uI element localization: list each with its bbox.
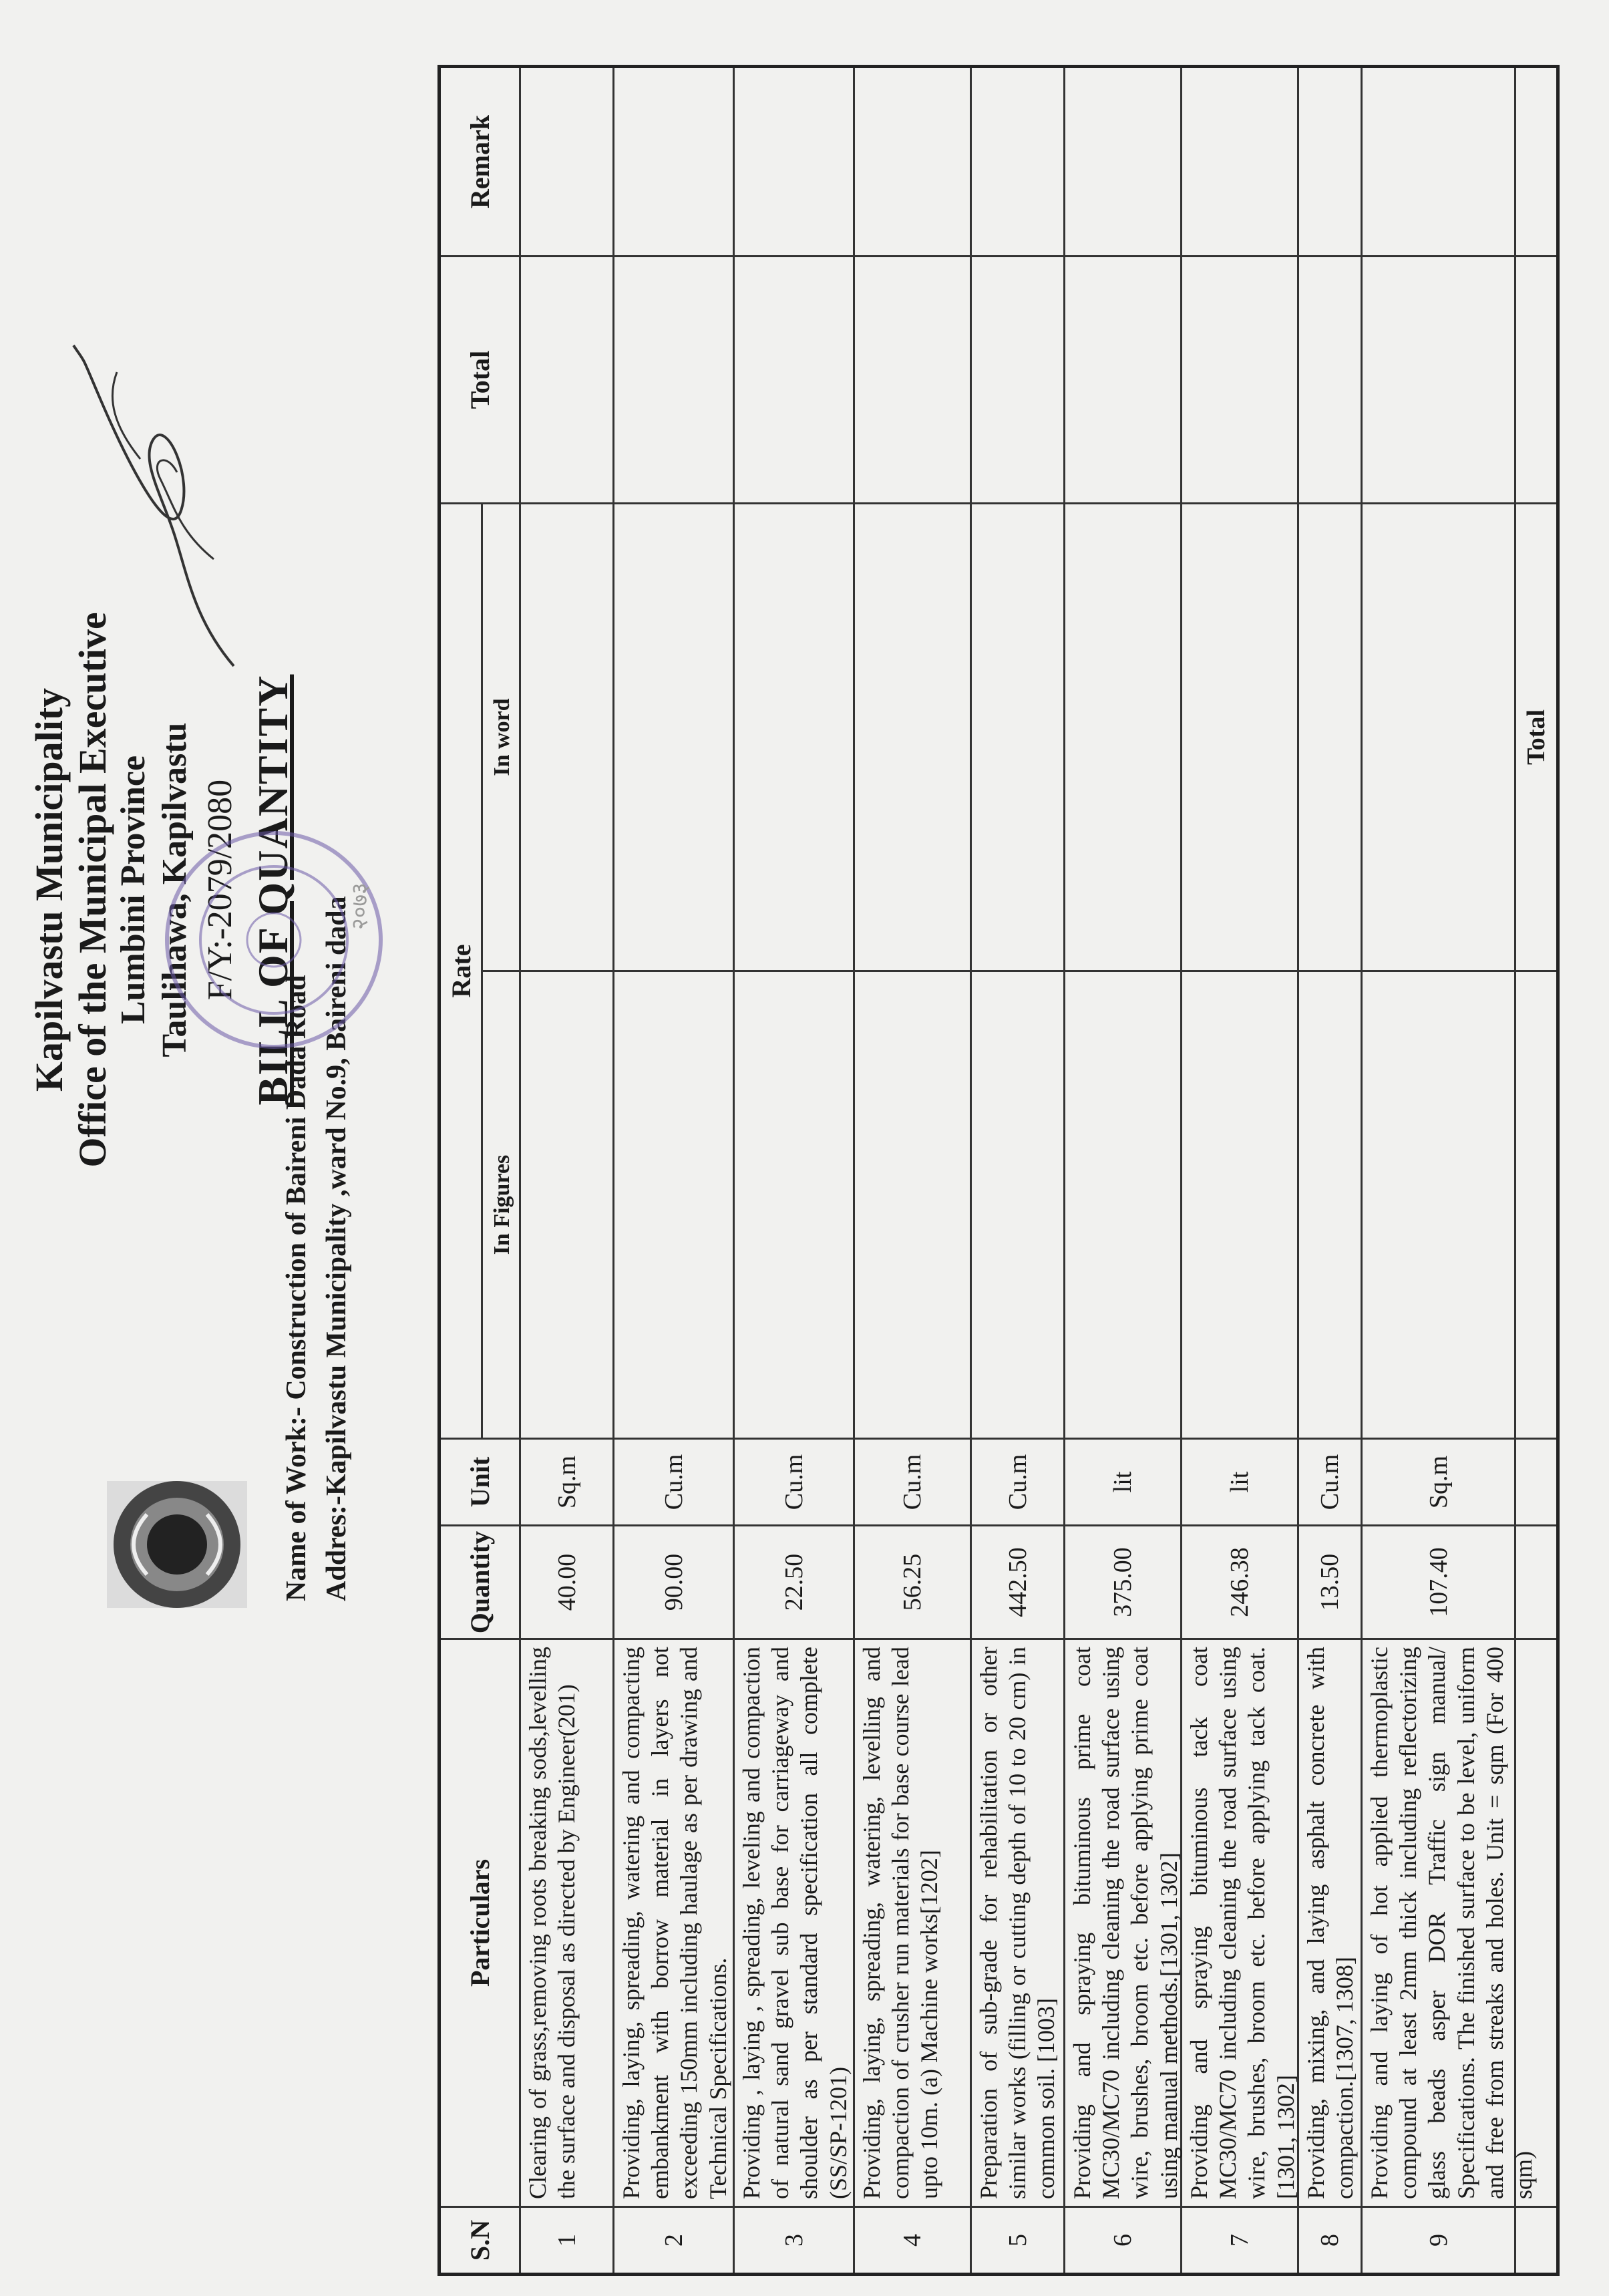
row-quantity: 442.50 — [972, 1524, 1063, 1638]
table-row — [855, 68, 972, 2273]
row-rate-figures — [735, 970, 853, 1438]
header-quantity: Quantity — [441, 1524, 519, 1638]
row-rate-word — [521, 502, 612, 970]
row-rate-figures — [614, 970, 733, 1438]
table-row — [614, 68, 735, 2273]
row-particulars: Providing and spraying bituminous prime coat MC30/MC70 including cleaning the road surface using wire, brushes, broom etc. before applying prime coat using manual methods.[1301, 1302] — [1065, 1638, 1180, 2206]
table-row — [1182, 68, 1299, 2273]
total-row-unit — [1516, 1438, 1556, 1524]
row-remark — [972, 68, 1063, 255]
row-particulars: Providing, laying, spreading, watering and compacting embankment with borrow material in layers not exceeding 150mm including haulage as per drawing and Technical Specifications. — [614, 1638, 733, 2206]
stamp-handwritten-year: २०७३ — [347, 882, 373, 930]
row-unit: lit — [1182, 1438, 1297, 1524]
row-particulars: Providing, laying, spreading, watering, levelling and compaction of crusher run materials for base course lead upto 10m. (a) Machine works[1202] — [855, 1638, 970, 2206]
total-row-quantity — [1516, 1524, 1556, 1638]
row-unit: lit — [1065, 1438, 1180, 1524]
row-remark — [1065, 68, 1180, 255]
row-particulars: Providing, mixing, and laying asphalt concrete with compaction.[1307, 1308] — [1299, 1638, 1361, 2206]
row-quantity: 56.25 — [855, 1524, 970, 1638]
municipality-name: Kapilvastu Municipality — [27, 687, 71, 1092]
signature — [60, 332, 260, 679]
row-quantity: 90.00 — [614, 1524, 733, 1638]
row-sn: 2 — [614, 2206, 733, 2273]
total-label: Total — [1516, 502, 1556, 970]
work-name: Name of Work:- Construction of Baireni Dada Road — [281, 975, 312, 1601]
row-rate-word — [1065, 502, 1180, 970]
row-remark — [735, 68, 853, 255]
row-quantity: 13.50 — [1299, 1524, 1361, 1638]
location-name: Taulihawa, Kapilvastu — [156, 722, 194, 1057]
fiscal-year: F/Y:-2079/2080 — [201, 779, 239, 1001]
total-row-total — [1516, 255, 1556, 502]
header-in-figures: In Figures — [483, 970, 521, 1438]
row-particulars: Providing and laying of hot applied thermoplastic compound at least 2mm thick including reflectorizing glass beads asper DOR Traffic sign manual/ Specifications. The finished surface to be level, uniform and free from streaks and holes. Unit = sqm (For 400 sqm) — [1363, 1638, 1514, 2206]
row-total — [735, 255, 853, 502]
row-unit: Sq.m — [1363, 1438, 1514, 1524]
row-total — [855, 255, 970, 502]
row-quantity: 246.38 — [1182, 1524, 1297, 1638]
work-address: Addres:-Kapilvastu Municipality ,ward No.9, Baireni dada — [321, 896, 352, 1601]
row-quantity: 107.40 — [1363, 1524, 1514, 1638]
row-rate-word — [1182, 502, 1297, 970]
table-row — [972, 68, 1065, 2273]
office-name: Office of the Municipal Executive — [71, 612, 114, 1168]
row-quantity: 22.50 — [735, 1524, 853, 1638]
row-quantity: 375.00 — [1065, 1524, 1180, 1638]
row-remark — [1363, 68, 1514, 255]
row-sn: 1 — [521, 2206, 612, 2273]
header-in-word: In word — [483, 502, 521, 970]
row-rate-figures — [1065, 970, 1180, 1438]
header-rate: Rate — [441, 502, 481, 1438]
table-header-row — [441, 68, 521, 2273]
row-sn: 5 — [972, 2206, 1063, 2273]
header-total: Total — [441, 255, 519, 502]
boq-table — [437, 65, 1560, 2276]
row-rate-figures — [855, 970, 970, 1438]
table-row — [1299, 68, 1363, 2273]
row-rate-figures — [1182, 970, 1297, 1438]
row-particulars: Providing and spraying bituminous tack coat MC30/MC70 including cleaning the road surface using wire, brushes, broom etc. before applying tack coat.[1301, 1302] — [1182, 1638, 1297, 2206]
table-row — [735, 68, 855, 2273]
row-remark — [1299, 68, 1361, 255]
row-unit: Cu.m — [1299, 1438, 1361, 1524]
header-remark: Remark — [465, 115, 495, 208]
row-unit: Cu.m — [614, 1438, 733, 1524]
row-remark — [1182, 68, 1297, 255]
row-rate-figures — [521, 970, 612, 1438]
table-row — [521, 68, 614, 2273]
row-total — [1363, 255, 1514, 502]
row-rate-figures — [1363, 970, 1514, 1438]
row-remark — [614, 68, 733, 255]
row-unit: Sq.m — [521, 1438, 612, 1524]
row-total — [972, 255, 1063, 502]
row-rate-word — [1363, 502, 1514, 970]
row-sn: 8 — [1299, 2206, 1361, 2273]
row-rate-word — [972, 502, 1063, 970]
header-particulars: Particulars — [441, 1638, 519, 2206]
row-total — [521, 255, 612, 502]
row-unit: Cu.m — [972, 1438, 1063, 1524]
row-rate-figures — [1299, 970, 1361, 1438]
row-quantity: 40.00 — [521, 1524, 612, 1638]
total-row-particulars — [1516, 1638, 1556, 2206]
total-row — [1516, 68, 1556, 2273]
row-unit: Cu.m — [735, 1438, 853, 1524]
row-total — [1065, 255, 1180, 502]
total-row-remark — [1516, 68, 1556, 255]
row-rate-word — [614, 502, 733, 970]
header-sn: S.N — [441, 2206, 519, 2273]
row-sn: 4 — [855, 2206, 970, 2273]
row-remark — [521, 68, 612, 255]
row-particulars: Clearing of grass,removing roots breaking sods,levelling the surface and disposal as directed by Engineer(201) — [521, 1638, 612, 2206]
row-total — [614, 255, 733, 502]
row-rate-figures — [972, 970, 1063, 1438]
row-rate-word — [1299, 502, 1361, 970]
row-sn: 6 — [1065, 2206, 1180, 2273]
row-particulars: Providing , laying , spreading, leveling and compaction of natural sand gravel sub base for carriageway and shoulder as per standard specification all complete (SS/SP-1201) — [735, 1638, 853, 2206]
province-name: Lumbini Province — [114, 755, 152, 1025]
document-title: BILL OF QUANTITY — [249, 674, 297, 1106]
row-particulars: Preparation of sub-grade for rehabilitation or other similar works (filling or cutting depth of 10 to 20 cm) in common soil. [1003] — [972, 1638, 1063, 2206]
row-remark — [855, 68, 970, 255]
row-sn: 9 — [1363, 2206, 1514, 2273]
row-total — [1299, 255, 1361, 502]
table-row — [1065, 68, 1182, 2273]
row-total — [1182, 255, 1297, 502]
row-rate-word — [855, 502, 970, 970]
row-rate-word — [735, 502, 853, 970]
header-unit: Unit — [441, 1438, 519, 1524]
total-row-figures — [1516, 970, 1556, 1438]
row-unit: Cu.m — [855, 1438, 970, 1524]
total-row-sn — [1516, 2206, 1556, 2273]
row-sn: 7 — [1182, 2206, 1297, 2273]
municipality-logo — [100, 1461, 254, 1628]
official-stamp — [154, 820, 394, 1060]
row-sn: 3 — [735, 2206, 853, 2273]
